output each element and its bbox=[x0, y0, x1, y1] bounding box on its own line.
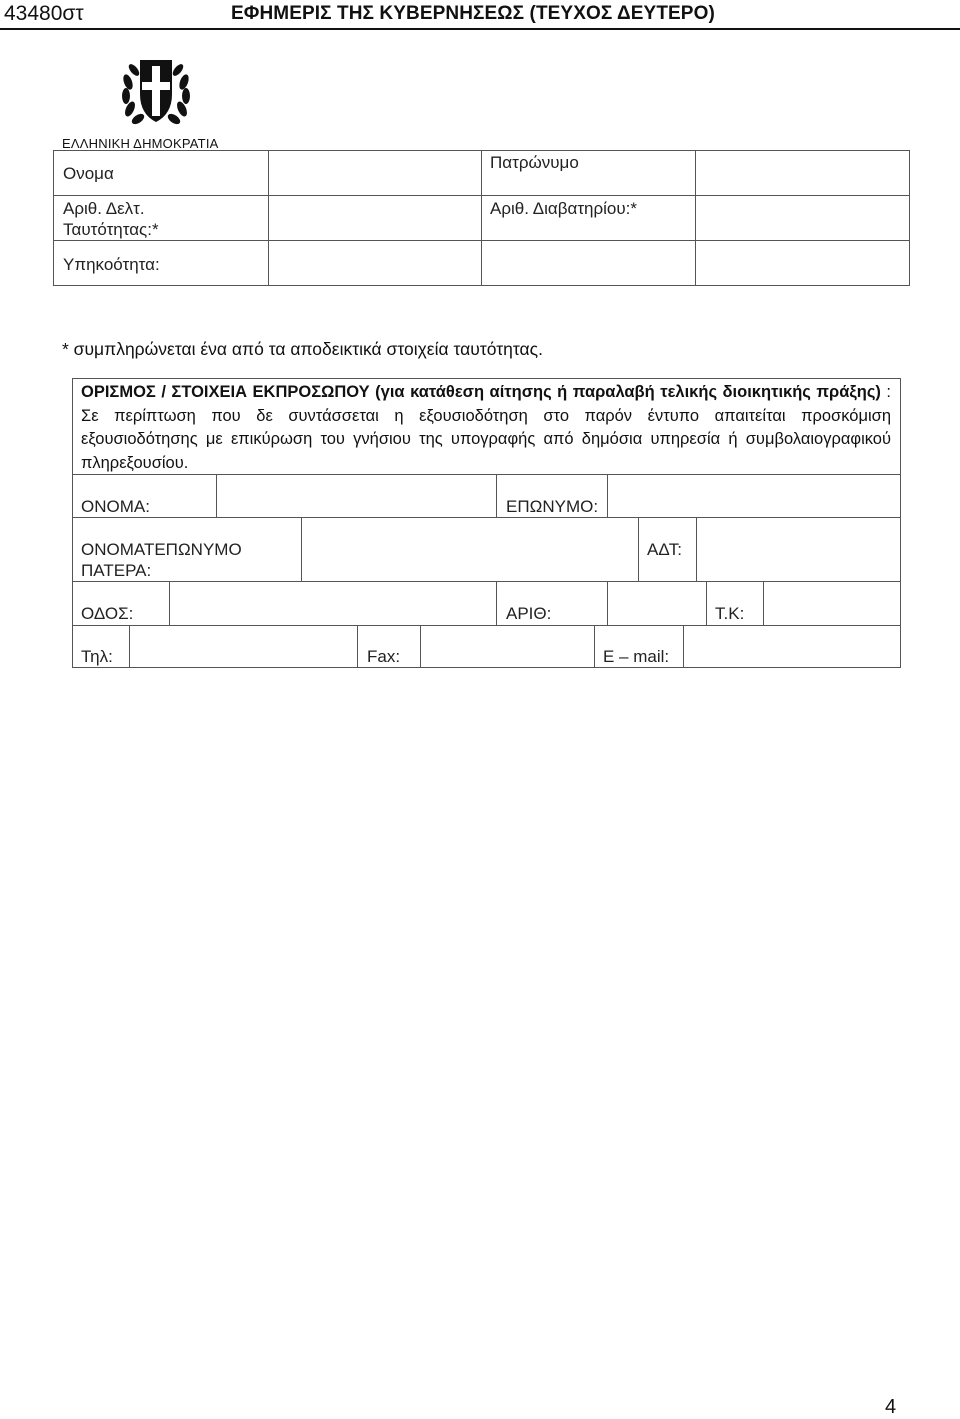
header-rule bbox=[0, 28, 960, 30]
rep-name-field[interactable] bbox=[216, 474, 497, 518]
rep-street-field[interactable] bbox=[169, 581, 497, 626]
citizenship-field-3[interactable] bbox=[695, 240, 910, 286]
id-card-label-line2: Ταυτότητας:* bbox=[63, 220, 159, 239]
gazette-title: ΕΦΗΜΕΡΙΣ ΤΗΣ ΚΥΒΕΡΝΗΣΕΩΣ (ΤΕΥΧΟΣ ΔΕΥΤΕΡΟ) bbox=[231, 3, 715, 24]
rep-name-label: ΟΝΟΜΑ: bbox=[81, 497, 150, 516]
page-number: 4 bbox=[885, 1396, 897, 1418]
page-code: 43480στ bbox=[4, 2, 84, 25]
rep-id-field[interactable] bbox=[696, 517, 901, 582]
rep-fax-label: Fax: bbox=[367, 647, 401, 666]
rep-postcode-field[interactable] bbox=[763, 581, 901, 626]
name-field[interactable] bbox=[268, 150, 482, 196]
passport-label: Αριθ. Διαβατηρίου:* bbox=[490, 199, 638, 218]
rep-father-label-line1: ΟΝΟΜΑΤΕΠΩΝΥΜΟ bbox=[81, 540, 242, 559]
rep-number-field[interactable] bbox=[607, 581, 707, 626]
rep-postcode-label: Τ.Κ: bbox=[715, 604, 745, 623]
representative-heading-text: : Σε περίπτωση που δε συντάσσεται η εξουσιοδότηση στο παρόν έντυπο απαιτείται προσκόμιση εξουσιοδότησης με επικύρωση του γνήσιου της υπογραφής από δημόσια υπηρεσία ή συμβολαιογραφικού πληρεξουσίου. bbox=[81, 383, 891, 472]
rep-phone-label: Τηλ: bbox=[81, 647, 113, 666]
rep-fax-field[interactable] bbox=[420, 625, 595, 668]
rep-email-label: E – mail: bbox=[603, 647, 670, 666]
representative-heading-title: ΟΡΙΣΜΟΣ / ΣΤΟΙΧΕΙΑ ΕΚΠΡΟΣΩΠΟΥ (για κατάθεση αίτησης ή παραλαβή τελικής διοικητικής πράξης) bbox=[81, 383, 881, 401]
id-card-field[interactable] bbox=[268, 195, 482, 241]
rep-father-label-line2: ΠΑΤΕΡΑ: bbox=[81, 561, 152, 580]
rep-surname-field[interactable] bbox=[607, 474, 901, 518]
greek-coat-of-arms-icon bbox=[120, 52, 192, 128]
rep-email-field[interactable] bbox=[683, 625, 901, 668]
passport-field[interactable] bbox=[695, 195, 910, 241]
rep-phone-field[interactable] bbox=[129, 625, 358, 668]
name-label: Ονομα bbox=[63, 164, 114, 183]
citizenship-field-2[interactable] bbox=[481, 240, 696, 286]
id-card-label-line1: Αριθ. Δελτ. bbox=[63, 199, 145, 218]
patronymic-field[interactable] bbox=[695, 150, 910, 196]
rep-father-field[interactable] bbox=[301, 517, 639, 582]
country-label: ΕΛΛΗΝΙΚΗ ΔΗΜΟΚΡΑΤΙΑ bbox=[62, 136, 219, 151]
rep-id-label: ΑΔΤ: bbox=[647, 540, 682, 559]
rep-surname-label: ΕΠΩΝΥΜΟ: bbox=[506, 497, 599, 516]
id-note: * συμπληρώνεται ένα από τα αποδεικτικά στοιχεία ταυτότητας. bbox=[62, 339, 543, 359]
representative-heading bbox=[81, 381, 891, 475]
rep-street-label: ΟΔΟΣ: bbox=[81, 604, 134, 623]
rep-number-label: ΑΡΙΘ: bbox=[506, 604, 552, 623]
patronymic-label: Πατρώνυμο bbox=[490, 153, 579, 172]
citizenship-field[interactable] bbox=[268, 240, 482, 286]
citizenship-label: Υπηκοότητα: bbox=[63, 255, 160, 274]
